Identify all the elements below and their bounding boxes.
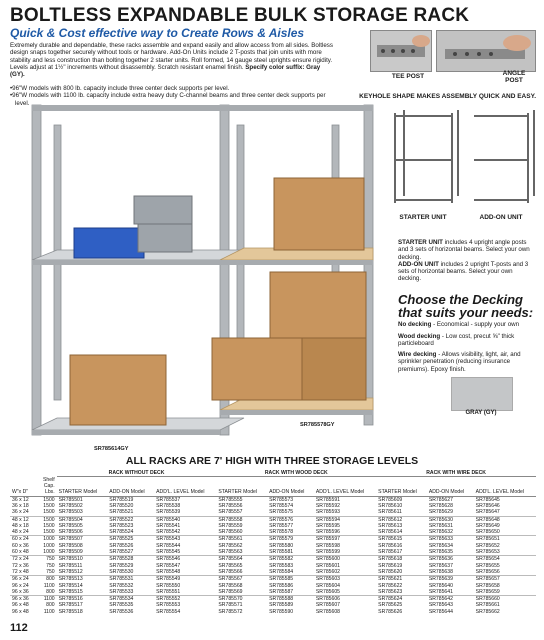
model-cell: SR785636 [427, 556, 474, 563]
model-cell: SR785549 [154, 576, 216, 583]
size-cell: 60 x 24 [10, 536, 35, 543]
decking-none-desc: - Economical - supply your own [433, 321, 520, 328]
starter-unit-diagram [390, 108, 460, 208]
size-cell: 60 x 36 [12, 542, 29, 549]
model-cell: SR785655 [475, 562, 500, 569]
model-cell: SR785625 [378, 602, 403, 609]
model-cell: SR785603 [314, 576, 376, 583]
model-cell: SR785612 [376, 516, 427, 523]
model-cell: SR785543 [154, 536, 216, 543]
model-cell: SR785587 [269, 588, 294, 595]
model-cell: SR785555 [218, 496, 243, 503]
model-cell: SR785532 [109, 582, 134, 589]
model-cell: SR785539 [156, 509, 181, 516]
table-row [10, 516, 536, 523]
table-body [10, 496, 536, 615]
model-cell: SR785542 [156, 529, 181, 536]
model-cell: SR785654 [474, 556, 536, 563]
table-row [10, 509, 536, 516]
model-cell: SR785553 [156, 602, 181, 609]
group-no-deck: RACK WITHOUT DECK [57, 470, 217, 477]
model-cell: SR785551 [156, 588, 181, 595]
capacity-cell: 1500 [43, 529, 55, 536]
starter-unit-label: STARTER UNIT [399, 214, 447, 221]
model-cell: SR785558 [216, 516, 267, 523]
model-cell: SR785562 [218, 542, 243, 549]
size-cell: 48 x 24 [12, 529, 29, 536]
model-cell: SR785602 [315, 568, 340, 575]
model-cell: SR785650 [475, 529, 500, 536]
intro-text: Extremely durable and dependable, these racks assemble and expand easily and allow access from all sides. Boltless design snaps together securely without tools or hardware. Add-On Units include 2 T-posts that join units with more stability and less construction than bolting together 2 starter units. Roll formed, 14 gauge steel uprights ensure rigidity. Levels adjust at 1½" increments without disassembly. Scratch resistant enamel finish. [10, 42, 333, 71]
decking-wire [398, 351, 536, 373]
model-cell: SR785607 [315, 602, 340, 609]
model-cell: SR785628 [428, 502, 453, 509]
bullet-item: •96"W models with 800 lb. capacity include three center deck supports per level. [10, 85, 230, 92]
table-row [10, 556, 536, 563]
model-cell: SR785559 [218, 522, 243, 529]
model-cell: SR785658 [475, 582, 500, 589]
table-row [10, 596, 536, 603]
table-row [10, 536, 536, 543]
model-cell: SR785583 [269, 562, 294, 569]
model-cell: SR785615 [376, 536, 427, 543]
model-cell: SR785605 [315, 588, 340, 595]
decking-wire-desc: - Allows visibility, light, air, and sprinkler penetration (reducing insurance premiums). Epoxy finish. [398, 351, 521, 373]
model-cell: SR785576 [267, 516, 314, 523]
model-cell: SR785599 [315, 549, 340, 556]
col-addon: ADD-ON Model [267, 477, 314, 496]
model-cell: SR785581 [269, 549, 294, 556]
model-cell: SR785616 [378, 542, 403, 549]
capacity-cell: 750 [46, 562, 55, 569]
capacity-cell: 1100 [43, 608, 55, 615]
model-cell: SR785547 [156, 562, 181, 569]
size-cell: 72 x 24 [10, 556, 35, 563]
model-cell: SR785657 [474, 576, 536, 583]
table-group-row [10, 470, 536, 477]
model-cell: SR785620 [378, 568, 403, 575]
model-cell: SR785609 [378, 496, 403, 503]
model-cell: SR785631 [428, 522, 453, 529]
capacity-cell: 1000 [43, 542, 55, 549]
model-cell: SR785501 [58, 496, 83, 503]
model-cell: SR785610 [378, 502, 403, 509]
model-cell: SR785622 [378, 582, 403, 589]
model-cell: SR785533 [109, 588, 134, 595]
model-cell: SR785649 [475, 522, 500, 529]
model-cell: SR785504 [57, 516, 108, 523]
model-cell: SR785627 [428, 496, 453, 503]
model-cell: SR785621 [376, 576, 427, 583]
model-cell: SR785569 [218, 588, 243, 595]
model-cell: SR785662 [475, 608, 500, 615]
model-cell: SR785560 [218, 529, 243, 536]
capacity-cell: 1000 [43, 549, 55, 556]
model-cell: SR785579 [267, 536, 314, 543]
model-cell: SR785517 [58, 602, 83, 609]
model-cell: SR785571 [218, 602, 243, 609]
model-cell: SR785638 [428, 568, 453, 575]
size-cell: 72 x 48 [12, 568, 29, 575]
model-cell: SR785528 [107, 556, 154, 563]
model-cell: SR785508 [58, 542, 83, 549]
model-cell: SR785617 [378, 549, 403, 556]
model-cell: SR785545 [156, 549, 181, 556]
model-cell: SR785646 [475, 502, 500, 509]
model-cell: SR785540 [154, 516, 216, 523]
model-cell: SR785577 [269, 522, 294, 529]
capacity-cell: 1500 [43, 496, 55, 503]
model-cell: SR785626 [378, 608, 403, 615]
table-row [10, 529, 536, 536]
model-cell: SR785518 [58, 608, 83, 615]
model-cell: SR785512 [58, 568, 83, 575]
starter-unit-term: STARTER UNIT [398, 239, 443, 246]
model-cell: SR785606 [314, 596, 376, 603]
model-cell: SR785510 [57, 556, 108, 563]
model-cell: SR785630 [427, 516, 474, 523]
model-cell: SR785613 [378, 522, 403, 529]
model-table [10, 470, 536, 615]
table-row [10, 569, 536, 576]
size-cell: 48 x 12 [10, 516, 35, 523]
model-cell: SR785595 [315, 522, 340, 529]
model-cell: SR785598 [315, 542, 340, 549]
col-addl: ADD'L. LEVEL Model [154, 477, 216, 496]
capacity-cell: 1500 [43, 509, 55, 516]
model-cell: SR785651 [474, 536, 536, 543]
model-cell: SR785568 [218, 582, 243, 589]
model-cell: SR785535 [109, 602, 134, 609]
model-cell: SR785561 [216, 536, 267, 543]
capacity-cell: 750 [35, 556, 57, 563]
model-cell: SR785548 [156, 568, 181, 575]
size-cell: 36 x 12 [12, 496, 29, 503]
unit-descriptions [398, 239, 536, 283]
model-cell: SR785600 [314, 556, 376, 563]
model-cell: SR785550 [156, 582, 181, 589]
model-cell: SR785525 [107, 536, 154, 543]
model-cell: SR785632 [428, 529, 453, 536]
model-cell: SR785534 [107, 596, 154, 603]
model-cell: SR785618 [376, 556, 427, 563]
size-cell: 36 x 24 [12, 509, 29, 516]
page-subtitle: Quick & Cost effective way to Create Rows & Aisles [10, 26, 305, 40]
decking-wood-term: Wood decking [398, 333, 441, 340]
model-cell: SR785557 [218, 509, 243, 516]
size-cell: 96 x 24 [12, 582, 29, 589]
col-starter: STARTER Model [376, 477, 427, 496]
col-capacity: Shelf Cap. Lbs. [35, 477, 57, 496]
model-cell: SR785601 [315, 562, 340, 569]
model-cell: SR785641 [428, 588, 453, 595]
size-cell: 36 x 18 [12, 502, 29, 509]
model-cell: SR785556 [218, 502, 243, 509]
model-cell: SR785648 [474, 516, 536, 523]
size-cell: 96 x 36 [12, 588, 29, 595]
model-cell: SR785645 [475, 496, 500, 503]
angle-post-caption: ANGLE POST [502, 70, 526, 84]
model-cell: SR785572 [218, 608, 243, 615]
capacity-cell: 1500 [35, 516, 57, 523]
decking-none-term: No decking [398, 321, 432, 328]
model-cell: SR785563 [218, 549, 243, 556]
size-cell: 96 x 24 [10, 576, 35, 583]
size-cell: 48 x 18 [12, 522, 29, 529]
page-title: BOLTLESS EXPANDABLE BULK STORAGE RACK [10, 5, 470, 26]
group-wood-deck: RACK WITH WOOD DECK [216, 470, 376, 477]
model-cell: SR785521 [109, 509, 134, 516]
model-cell: SR785661 [475, 602, 500, 609]
model-cell: SR785604 [315, 582, 340, 589]
model-cell: SR785520 [109, 502, 134, 509]
model-cell: SR785536 [109, 608, 134, 615]
model-cell: SR785566 [218, 568, 243, 575]
model-cell: SR785584 [269, 568, 294, 575]
model-cell: SR785656 [475, 568, 500, 575]
col-addl: ADD'L. LEVEL Model [474, 477, 536, 496]
table-row [10, 609, 536, 615]
model-cell: SR785593 [315, 509, 340, 516]
model-cell: SR785623 [378, 588, 403, 595]
model-cell: SR785565 [218, 562, 243, 569]
size-cell: 96 x 48 [12, 608, 29, 615]
page-number: 112 [10, 622, 28, 634]
model-cell: SR785509 [58, 549, 83, 556]
group-wire-deck: RACK WITH WIRE DECK [376, 470, 536, 477]
col-size: W"x D" [10, 477, 35, 496]
starter-unit-desc: includes 4 upright angle posts and 3 sets of horizontal beams. Select your own decking. [398, 239, 530, 261]
model-cell: SR785633 [427, 536, 474, 543]
col-addon: ADD-ON Model [107, 477, 154, 496]
model-cell: SR785647 [475, 509, 500, 516]
keyhole-caption: KEYHOLE SHAPE MAKES ASSEMBLY QUICK AND EASY. [359, 93, 536, 100]
model-cell: SR785574 [269, 502, 294, 509]
decking-none [398, 321, 536, 328]
decking-wood-desc: - Low cost, precut ⅝" thick particleboard [398, 333, 515, 348]
model-cell: SR785502 [58, 502, 83, 509]
capacity-cell: 800 [46, 588, 55, 595]
model-cell: SR785529 [109, 562, 134, 569]
model-cell: SR785635 [428, 549, 453, 556]
model-cell: SR785522 [107, 516, 154, 523]
capacity-cell: 1100 [43, 582, 55, 589]
color-suffix-note: Specify color suffix: Gray (GY). [10, 63, 321, 79]
model-cell: SR785614 [378, 529, 403, 536]
model-cell: SR785537 [156, 496, 181, 503]
model-cell: SR785634 [428, 542, 453, 549]
size-cell: 96 x 36 [10, 596, 35, 603]
model-cell: SR785541 [156, 522, 181, 529]
angle-post-illustration [437, 31, 535, 71]
table-row [10, 496, 536, 503]
model-cell: SR785511 [58, 562, 83, 569]
model-cell: SR785659 [475, 588, 500, 595]
decking-wire-term: Wire decking [398, 351, 437, 358]
rack-model-right: SR785578GY [300, 422, 335, 428]
model-cell: SR785514 [58, 582, 83, 589]
color-swatch-label: GRAY (GY) [465, 410, 497, 416]
col-starter: STARTER Model [57, 477, 108, 496]
decking-subheading: that suits your needs: [398, 305, 534, 320]
model-cell: SR785597 [314, 536, 376, 543]
bullet-item: •96"W models with 1100 lb. capacity include extra heavy duty C-channel beams and three center deck supports per level. [10, 92, 326, 107]
model-cell: SR785640 [428, 582, 453, 589]
size-cell: 72 x 36 [12, 562, 29, 569]
model-cell: SR785503 [58, 509, 83, 516]
model-cell: SR785639 [427, 576, 474, 583]
capacity-cell: 750 [46, 568, 55, 575]
intro-paragraph [10, 42, 336, 78]
model-cell: SR785516 [57, 596, 108, 603]
capacity-cell: 1500 [43, 522, 55, 529]
model-cell: SR785513 [57, 576, 108, 583]
addon-unit-label: ADD-ON UNIT [479, 214, 523, 221]
model-cell: SR785611 [378, 509, 402, 516]
model-cell: SR785544 [156, 542, 181, 549]
model-cell: SR785570 [216, 596, 267, 603]
model-cell: SR785506 [58, 529, 83, 536]
table-header-row [10, 477, 536, 496]
model-cell: SR785585 [267, 576, 314, 583]
model-cell: SR785660 [474, 596, 536, 603]
model-cell: SR785586 [269, 582, 294, 589]
model-cell: SR785582 [267, 556, 314, 563]
model-cell: SR785591 [315, 496, 340, 503]
col-starter: STARTER Model [216, 477, 267, 496]
model-cell: SR785505 [58, 522, 83, 529]
model-cell: SR785588 [267, 596, 314, 603]
model-cell: SR785575 [269, 509, 294, 516]
capacity-cell: 1100 [35, 596, 57, 603]
model-cell: SR785527 [109, 549, 134, 556]
tee-post-caption: TEE POST [391, 73, 425, 80]
all-racks-banner: ALL RACKS ARE 7' HIGH WITH THREE STORAGE LEVELS [125, 455, 419, 467]
model-cell: SR785524 [109, 529, 134, 536]
model-cell: SR785596 [315, 529, 340, 536]
table-row [10, 576, 536, 583]
model-cell: SR785578 [269, 529, 294, 536]
model-cell: SR785589 [269, 602, 294, 609]
model-cell: SR785523 [109, 522, 134, 529]
color-swatch [451, 377, 513, 411]
rack-model-left: SR785614GY [94, 446, 129, 452]
model-cell: SR785554 [156, 608, 181, 615]
size-cell: 96 x 48 [12, 602, 29, 609]
model-cell: SR785644 [428, 608, 453, 615]
size-cell: 60 x 48 [12, 549, 29, 556]
model-cell: SR785580 [269, 542, 294, 549]
model-cell: SR785637 [428, 562, 453, 569]
model-cell: SR785642 [427, 596, 474, 603]
model-cell: SR785590 [269, 608, 294, 615]
model-cell: SR785519 [109, 496, 134, 503]
addon-unit-term: ADD-ON UNIT [398, 260, 439, 268]
model-cell: SR785531 [107, 576, 154, 583]
model-cell: SR785573 [269, 496, 294, 503]
addon-unit-diagram [470, 108, 536, 208]
tee-post-photo [370, 30, 432, 72]
capacity-cell: 1500 [43, 502, 55, 509]
model-cell: SR785652 [475, 542, 500, 549]
model-cell: SR785624 [376, 596, 427, 603]
model-cell: SR785608 [315, 608, 340, 615]
model-cell: SR785552 [154, 596, 216, 603]
model-cell: SR785629 [428, 509, 453, 516]
model-cell: SR785594 [314, 516, 376, 523]
model-cell: SR785546 [154, 556, 216, 563]
angle-post-photo [436, 30, 536, 72]
addon-unit-desc: includes 2 upright T-posts and 3 sets of horizontal beams. Select your own decking. [398, 260, 529, 283]
model-cell: SR785530 [109, 568, 134, 575]
rack-illustration [12, 100, 382, 440]
model-cell: SR785526 [109, 542, 134, 549]
tee-post-illustration [371, 31, 431, 71]
capacity-cell: 800 [35, 576, 57, 583]
table-row [10, 589, 536, 596]
model-cell: SR785619 [378, 562, 403, 569]
model-cell: SR785564 [216, 556, 267, 563]
decking-heading: Choose the Decking [398, 292, 523, 307]
model-cell: SR785538 [156, 502, 181, 509]
model-cell: SR785515 [58, 588, 83, 595]
table-row [10, 549, 536, 556]
model-cell: SR785653 [475, 549, 500, 556]
capacity-cell: 800 [46, 602, 55, 609]
model-cell: SR785643 [428, 602, 453, 609]
decking-wood [398, 333, 536, 348]
col-addon: ADD-ON Model [427, 477, 474, 496]
model-cell: SR785567 [216, 576, 267, 583]
col-addl: ADD'L. LEVEL Model [314, 477, 376, 496]
model-cell: SR785507 [57, 536, 108, 543]
model-cell: SR785592 [315, 502, 340, 509]
capacity-cell: 1000 [35, 536, 57, 543]
